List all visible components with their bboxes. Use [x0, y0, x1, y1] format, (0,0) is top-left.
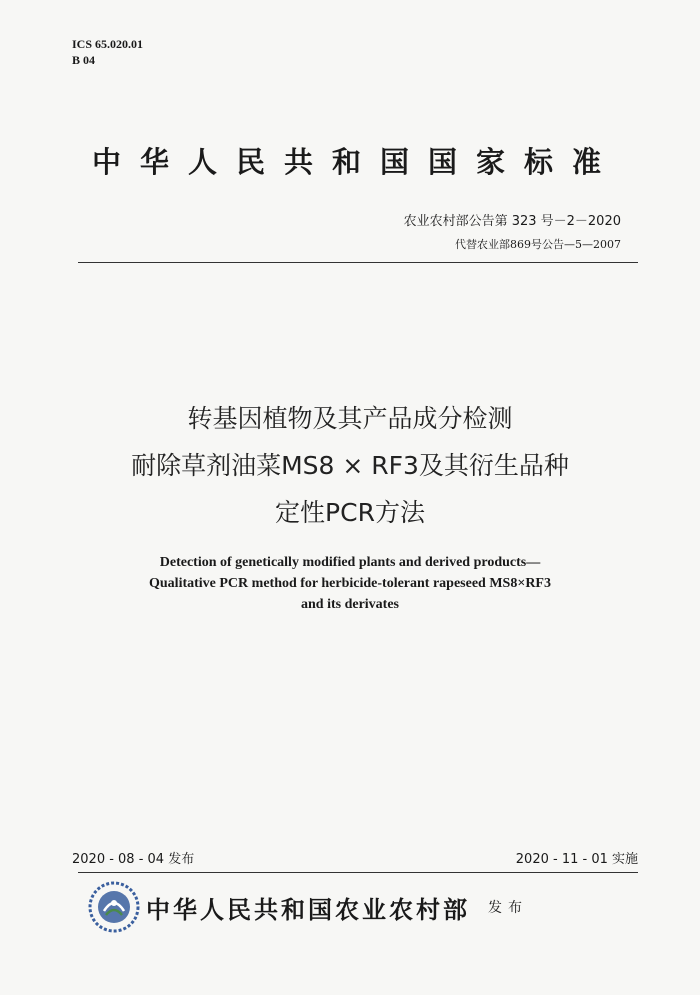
dates-row	[72, 848, 638, 867]
footer-divider	[78, 872, 638, 873]
english-title-line-2: Qualitative PCR method for herbicide-tolerant rapeseed MS8×RF3	[149, 576, 551, 591]
ccs-code: B 04	[72, 53, 96, 67]
standard-number: 农业农村部公告第 323 号－2－2020	[403, 214, 621, 229]
ics-code: ICS 65.020.01	[72, 37, 144, 51]
english-title	[0, 552, 700, 615]
national-standard-title: 中华人民共和国国家标准	[91, 145, 620, 179]
english-title-line-1: Detection of genetically modified plants and derived products—	[159, 555, 541, 570]
classification-codes	[72, 36, 143, 68]
issue-date: 2020 - 08 - 04 发布	[72, 852, 195, 867]
ministry-emblem-icon	[88, 881, 140, 933]
issuer	[88, 881, 528, 933]
chinese-title	[0, 395, 700, 536]
issuer-name: 中华人民共和国农业农村部	[146, 894, 470, 924]
header-divider	[78, 262, 638, 263]
replaces-standard: 代替农业部869号公告—5—2007	[455, 238, 621, 251]
issuer-publish-label: 发布	[488, 900, 528, 916]
chinese-title-line-1: 转基因植物及其产品成分检测	[187, 404, 513, 433]
chinese-title-line-2: 耐除草剂油菜MS8 × RF3及其衍生品种	[131, 451, 569, 480]
chinese-title-line-3: 定性PCR方法	[275, 498, 425, 527]
english-title-line-3: and its derivates	[301, 597, 399, 612]
implementation-date: 2020 - 11 - 01 实施	[515, 852, 638, 867]
